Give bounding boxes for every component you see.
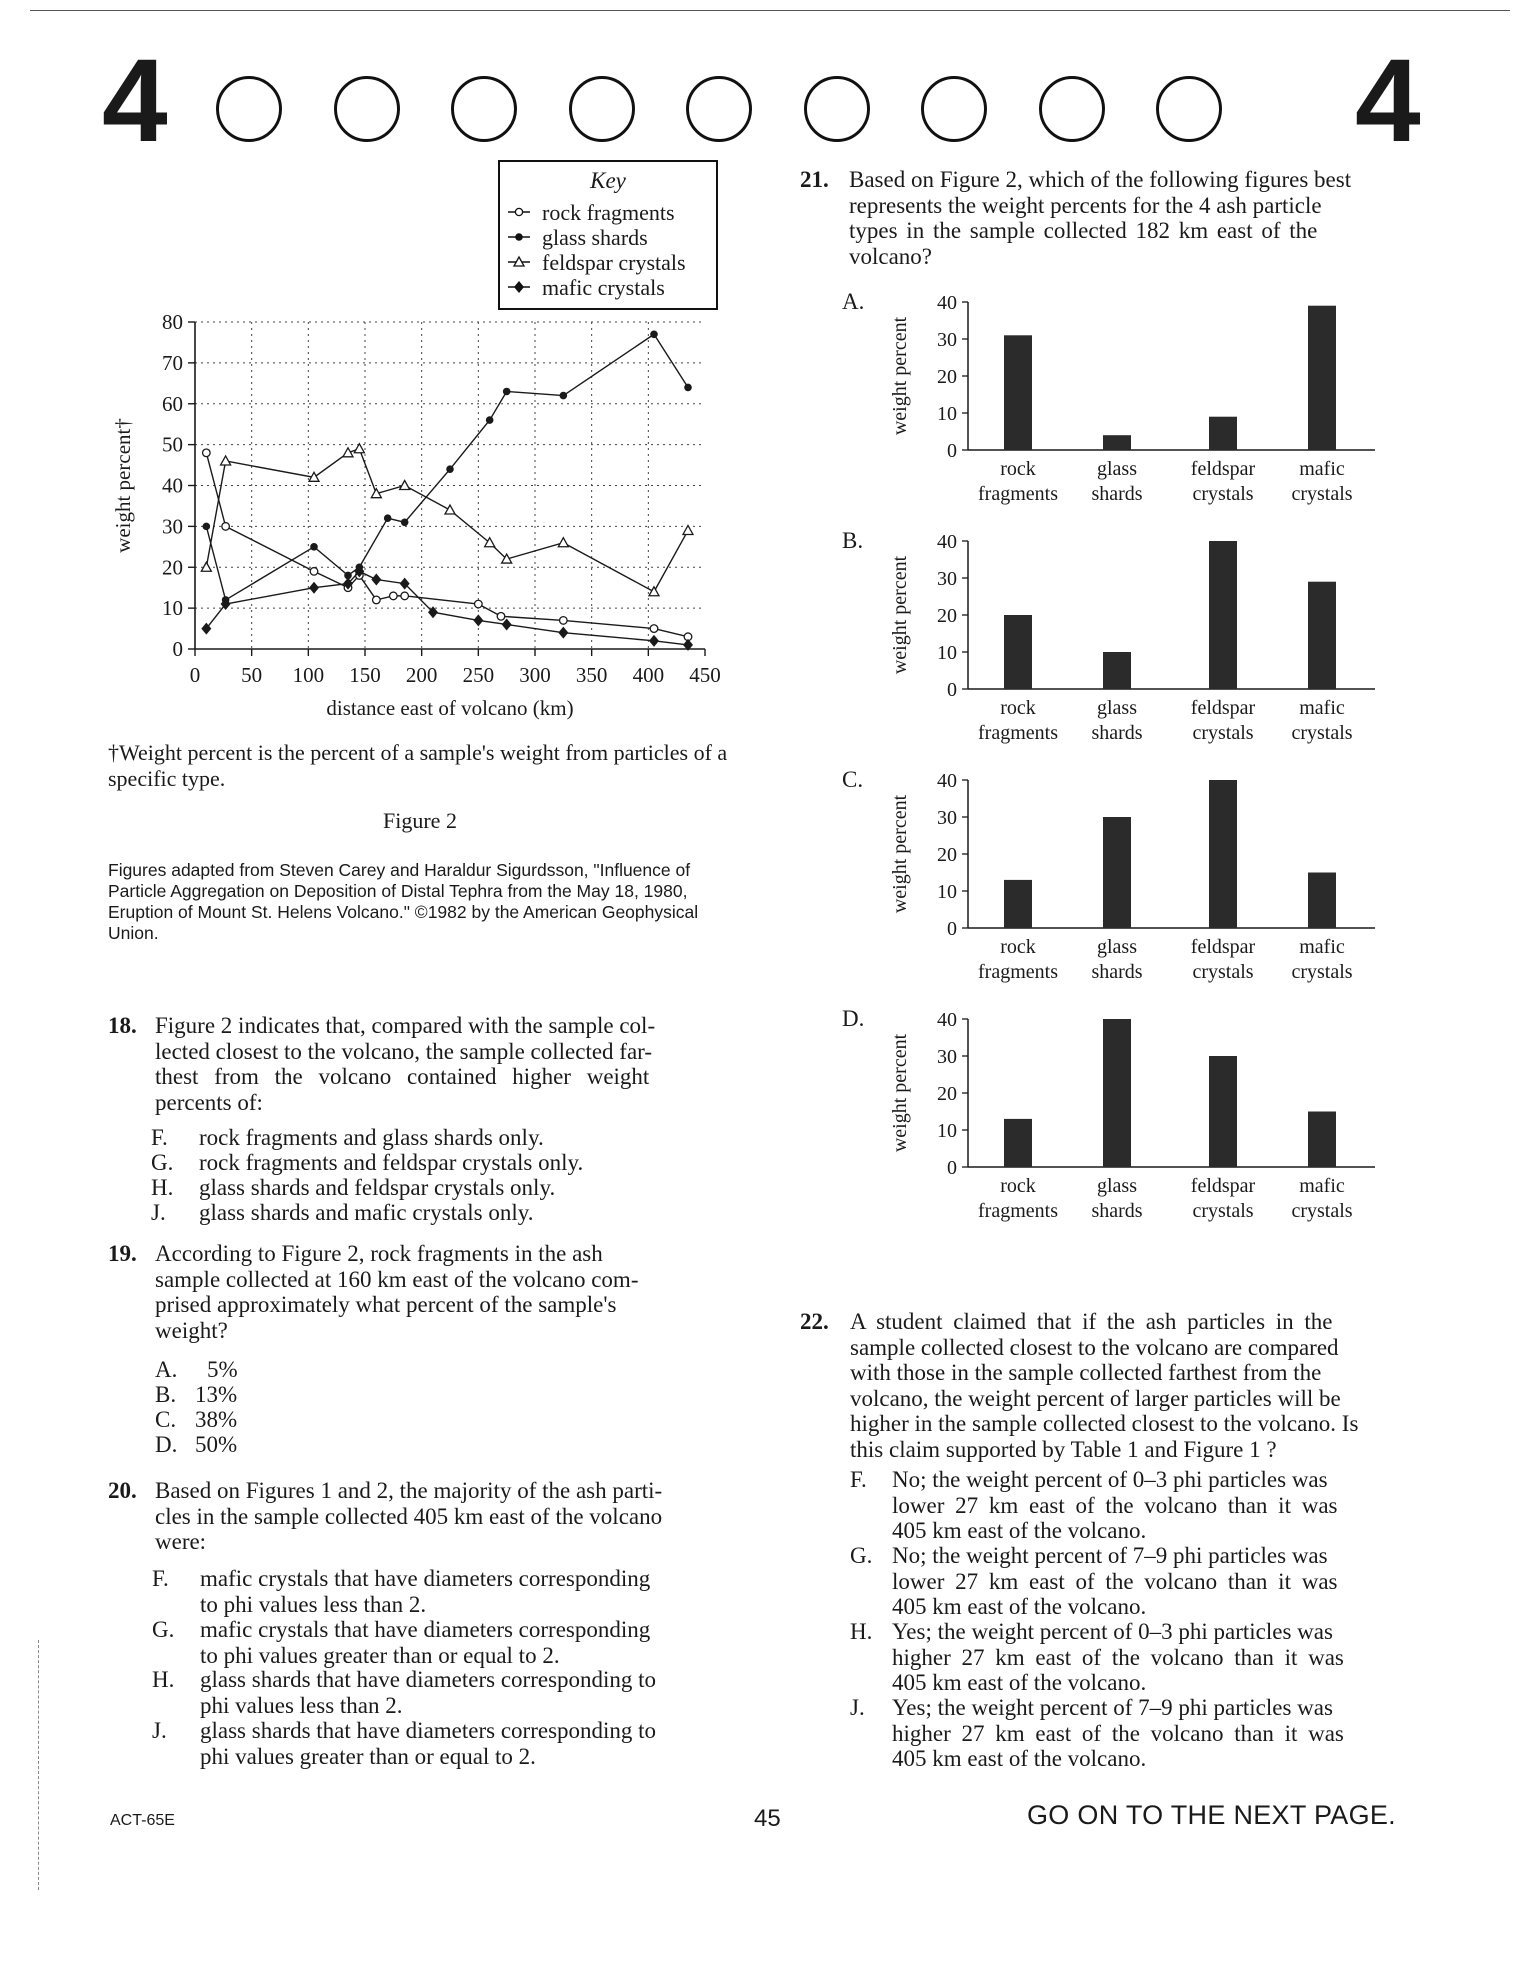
answer-option-f[interactable] [152,1566,712,1618]
option-line: Yes; the weight percent of 7–9 phi particles was [892,1695,1333,1720]
option-letter: H. [850,1619,873,1644]
mafic-crystals-point [502,618,512,630]
x-tick-label: 150 [349,663,381,687]
bar [1209,541,1237,689]
legend-marker-rock [508,208,530,215]
answer-option-f[interactable] [850,1467,1440,1544]
question-stem [850,1309,1358,1462]
y-tick-label: 0 [172,637,183,661]
x-tick-label: 250 [462,663,495,687]
option-letter: F. [152,1566,169,1591]
category-label: glass [1097,936,1137,958]
rock-fragments-point [401,592,409,600]
option-line: to phi values less than 2. [200,1591,427,1617]
option-text: rock fragments and feldspar crystals only. [199,1150,584,1175]
feldspar-crystals-point [558,538,568,547]
legend-item-mafic: mafic crystals [542,275,665,300]
stem-line: types in the sample collected 182 km east of the [849,218,1318,243]
question-number: 19. [108,1241,137,1266]
option-b-bar-chart [840,524,1380,754]
option-a-bar-chart [840,285,1380,515]
x-tick-label: 300 [519,663,551,687]
question-stem [155,1013,655,1115]
category-label: rock [1000,697,1036,719]
category-label: crystals [1192,483,1254,505]
category-label: crystals [1192,961,1254,983]
y-tick-label: 0 [947,918,957,940]
option-line: lower 27 km east of the volcano than it was [892,1568,1338,1594]
option-line: lower 27 km east of the volcano than it was [892,1492,1338,1518]
y-tick-label: 30 [162,514,183,539]
option-text [200,1617,650,1668]
option-text [892,1695,1344,1772]
option-line: glass shards that have diameters corresponding to [200,1667,657,1692]
category-label: rock [1000,458,1036,480]
category-label: crystals [1291,1200,1353,1222]
option-line: phi values less than 2. [200,1692,403,1718]
feldspar-crystals-point [354,444,364,453]
stem-line: were: [155,1529,207,1554]
option-letter: D. [155,1432,178,1457]
y-tick-label: 10 [937,403,957,425]
bar [1103,817,1131,928]
option-text [200,1718,656,1769]
y-tick-label: 40 [937,1009,957,1031]
y-tick-label: 30 [937,807,957,829]
stem-line: Figure 2 indicates that, compared with the sample col- [155,1013,656,1038]
question-number: 21. [800,167,829,192]
mafic-crystals-point [558,627,568,639]
figure-caption: Figure 2 [383,808,457,833]
x-axis-label: distance east of volcano (km) [326,696,574,720]
category-label: shards [1091,1200,1143,1222]
answer-option-c[interactable] [155,1407,355,1433]
stem-line: higher in the sample collected closest to the volcano. Is [850,1411,1359,1436]
bottom-left-margin-mark [38,1640,39,1890]
question-20 [108,1478,748,1778]
option-text [892,1467,1337,1544]
option-text: 38% [195,1407,238,1432]
option-line: No; the weight percent of 7–9 phi particles was [892,1543,1328,1568]
answer-option-g[interactable] [151,1150,671,1176]
bar [1103,1019,1131,1167]
section-number-left: 4 [102,35,168,167]
stem-line: Based on Figure 2, which of the following figures best [849,167,1352,192]
option-line: 405 km east of the volcano. [892,1746,1147,1771]
y-tick-label: 40 [937,531,957,553]
category-label: glass [1097,697,1137,719]
y-tick-label: 0 [947,1157,957,1179]
question-18 [108,1013,748,1223]
bar [1308,582,1336,689]
y-tick-label: 70 [162,350,183,375]
mafic-crystals-point [371,574,381,586]
rock-fragments-point [390,592,398,600]
x-tick-label: 350 [575,663,608,687]
option-letter: B. [842,528,864,553]
stem-line: with those in the sample collected farthest from the [850,1360,1322,1385]
series-line [206,453,688,637]
option-line: Yes; the weight percent of 0–3 phi particles was [892,1619,1333,1644]
bar [1308,1112,1336,1168]
bar [1004,615,1032,689]
answer-option-f[interactable] [151,1125,671,1151]
answer-bubble [686,76,752,142]
section-number-right: 4 [1355,35,1421,167]
category-label: rock [1000,936,1036,958]
option-letter: C. [842,767,864,792]
legend-marker-mafic [508,281,530,293]
category-label: fragments [978,1200,1058,1222]
rock-fragments-point [310,568,318,576]
y-tick-label: 10 [937,881,957,903]
y-tick-label: 40 [937,770,957,792]
legend-item-glass: glass shards [542,225,648,250]
mafic-crystals-point [649,635,659,647]
stem-line: prised approximately what percent of the sample's [155,1292,617,1317]
stem-line: volcano, the weight percent of larger particles will be [850,1385,1341,1411]
option-c-bar-chart [840,763,1380,993]
figure-source: Figures adapted from Steven Carey and Haraldur Sigurdsson, "Influence of Particle Aggregation on Deposition of Distal Tephra from the May 18, 1980, Eruption of Mount St. Helens Volcano." ©1982 by the American Geophysical Union. [108,860,699,943]
bar [1308,306,1336,450]
category-label: fragments [978,722,1058,744]
stem-line: represents the weight percents for the 4 ash particle [849,192,1322,218]
legend-item-feldspar: feldspar crystals [542,250,686,275]
question-stem [849,167,1351,269]
answer-option-h[interactable] [850,1619,1440,1696]
answer-option-j[interactable] [850,1695,1440,1772]
y-tick-label: 40 [162,473,183,498]
stem-line: Based on Figures 1 and 2, the majority of the ash parti- [155,1478,663,1503]
category-label: mafic [1299,936,1345,958]
answer-option-b[interactable] [840,524,1380,754]
stem-line: weight? [155,1317,228,1343]
option-line: mafic crystals that have diameters corresponding [200,1617,651,1642]
category-label: shards [1091,483,1143,505]
bar [1004,335,1032,450]
glass-shards-point [401,518,409,526]
stem-line: sample collected closest to the volcano are compared [850,1334,1339,1360]
form-code: ACT-65E [110,1812,175,1829]
option-text: 13% [195,1382,238,1407]
y-tick-label: 20 [162,555,183,580]
option-letter: D. [842,1006,865,1031]
y-tick-label: 30 [937,329,957,351]
option-letter: A. [155,1357,178,1382]
option-text: glass shards and mafic crystals only. [199,1200,534,1225]
stem-line: cles in the sample collected 405 km east of the volcano [155,1503,663,1529]
answer-bubble [1156,76,1222,142]
answer-bubble [1039,76,1105,142]
answer-option-c[interactable] [840,763,1380,993]
glass-shards-point [503,388,511,396]
bar [1004,1119,1032,1167]
answer-bubble [334,76,400,142]
option-letter: F. [151,1125,168,1150]
rock-fragments-point [373,596,381,604]
y-tick-label: 20 [937,1083,957,1105]
answer-option-g[interactable] [152,1617,712,1669]
category-label: crystals [1291,483,1353,505]
option-line: 405 km east of the volcano. [892,1518,1147,1543]
option-line: mafic crystals that have diameters corresponding [200,1566,651,1591]
stem-line: this claim supported by Table 1 and Figure 1 ? [850,1436,1277,1462]
answer-option-d[interactable] [155,1432,355,1458]
answer-option-g[interactable] [850,1543,1440,1620]
glass-shards-point [560,392,568,400]
bar [1308,873,1336,929]
glass-shards-point [446,465,454,473]
bar [1209,417,1237,450]
feldspar-crystals-point [445,505,455,514]
category-label: glass [1097,1175,1137,1197]
answer-option-b[interactable] [155,1382,355,1408]
y-axis-label: weight percent† [111,418,135,553]
answer-bubble [451,76,517,142]
y-tick-label: 10 [162,596,183,621]
rock-fragments-point [650,625,658,633]
mafic-crystals-point [309,582,319,594]
glass-shards-point [650,330,658,338]
option-text [200,1566,650,1617]
legend-title: Key [590,168,626,193]
y-tick-label: 50 [162,432,183,457]
y-tick-label: 30 [937,568,957,590]
category-label: feldspar [1190,458,1256,480]
option-text: rock fragments and glass shards only. [199,1125,544,1150]
option-line: No; the weight percent of 0–3 phi particles was [892,1467,1328,1492]
option-letter: B. [155,1382,177,1407]
category-label: crystals [1192,1200,1254,1222]
answer-option-j[interactable] [151,1200,671,1226]
glass-shards-point [684,384,692,392]
category-label: mafic [1299,1175,1345,1197]
category-label: feldspar [1190,936,1256,958]
option-text [892,1619,1344,1696]
question-number: 22. [800,1309,829,1334]
option-line: higher 27 km east of the volcano than it was [892,1720,1344,1746]
category-label: rock [1000,1175,1036,1197]
question-number: 18. [108,1013,137,1038]
option-letter: G. [152,1617,175,1642]
x-tick-label: 0 [189,663,201,687]
answer-option-j[interactable] [152,1718,712,1770]
feldspar-crystals-point [343,448,353,457]
rock-fragments-point [222,523,230,531]
answer-option-d[interactable] [840,1002,1380,1232]
category-label: mafic [1299,458,1345,480]
option-text: 50% [195,1432,238,1457]
y-tick-label: 60 [162,391,183,416]
option-text: glass shards and feldspar crystals only. [199,1175,556,1200]
glass-shards-point [384,514,392,522]
x-tick-label: 50 [241,663,263,687]
x-tick-label: 100 [292,663,325,687]
option-letter: F. [850,1467,867,1492]
option-text: 5% [207,1357,238,1382]
y-tick-label: 30 [937,1046,957,1068]
rock-fragments-point [560,617,568,625]
rock-fragments-point [475,600,483,608]
question-number: 20. [108,1478,137,1503]
y-tick-label: 20 [937,605,957,627]
legend-marker-glass [508,233,530,241]
option-text [200,1667,656,1718]
glass-shards-point [310,543,318,551]
mafic-crystals-point [473,614,483,626]
category-label: shards [1091,961,1143,983]
legend-marker-feldspar [508,257,530,266]
stem-line: thest from the volcano contained higher weight [155,1064,650,1089]
next-page-notice: GO ON TO THE NEXT PAGE. [1027,1800,1396,1830]
category-label: fragments [978,483,1058,505]
y-tick-label: 40 [937,292,957,314]
category-label: feldspar [1190,697,1256,719]
bar [1103,652,1131,689]
stem-line: percents of: [155,1089,263,1115]
option-line: phi values greater than or equal to 2. [200,1743,536,1769]
stem-line: A student claimed that if the ash particles in the [850,1309,1333,1334]
x-tick-label: 450 [689,663,721,687]
question-stem [155,1241,638,1343]
category-label: crystals [1291,722,1353,744]
stem-line: lected closest to the volcano, the sample collected far- [155,1038,653,1064]
y-tick-label: 0 [947,440,957,462]
option-line: 405 km east of the volcano. [892,1670,1147,1695]
y-tick-label: 10 [937,642,957,664]
category-label: shards [1091,722,1143,744]
option-letter: C. [155,1407,177,1432]
option-line: glass shards that have diameters corresponding to [200,1718,657,1743]
y-axis-label: weight percent [889,555,911,675]
option-letter: G. [151,1150,174,1175]
glass-shards-point [203,523,211,531]
option-text [892,1543,1337,1620]
question-22 [800,1309,1440,1779]
y-tick-label: 80 [162,310,183,334]
option-letter: J. [151,1200,166,1225]
category-label: crystals [1192,722,1254,744]
option-line: higher 27 km east of the volcano than it was [892,1644,1344,1670]
category-label: fragments [978,961,1058,983]
feldspar-crystals-point [683,525,693,534]
stem-line: volcano? [849,243,933,269]
question-stem [155,1478,662,1555]
feldspar-crystals-point [221,456,231,465]
y-tick-label: 0 [947,679,957,701]
category-label: glass [1097,458,1137,480]
answer-option-a[interactable] [155,1357,355,1383]
y-tick-label: 20 [937,366,957,388]
question-19 [108,1241,748,1461]
category-label: mafic [1299,697,1345,719]
option-line: 405 km east of the volcano. [892,1594,1147,1619]
y-tick-label: 10 [937,1120,957,1142]
top-rule [30,10,1510,11]
answer-bubble [216,76,282,142]
y-axis-label: weight percent [889,1033,911,1153]
answer-option-a[interactable] [840,285,1380,515]
bar [1209,780,1237,928]
feldspar-crystals-point [649,587,659,596]
figure-2-chart [100,310,740,730]
y-tick-label: 20 [937,844,957,866]
x-tick-label: 400 [632,663,665,687]
answer-bubble [569,76,635,142]
question-21 [800,167,1440,271]
legend-item-rock: rock fragments [542,200,675,225]
x-tick-label: 200 [405,663,438,687]
answer-option-h[interactable] [152,1667,712,1719]
feldspar-crystals-point [400,481,410,490]
bar [1004,880,1032,928]
y-axis-label: weight percent [889,316,911,436]
stem-line: According to Figure 2, rock fragments in the ash [155,1241,603,1266]
option-letter: H. [151,1175,174,1200]
rock-fragments-point [497,613,505,621]
rock-fragments-point [203,449,211,457]
option-d-bar-chart [840,1002,1380,1232]
answer-option-h[interactable] [151,1175,671,1201]
figure-footnote: †Weight percent is the percent of a sample's weight from particles of a specific type. [108,740,728,791]
option-letter: A. [842,289,865,314]
bar [1103,435,1131,450]
stem-line: sample collected at 160 km east of the volcano com- [155,1266,639,1292]
chart-legend [498,160,718,310]
option-letter: G. [850,1543,873,1568]
y-axis-label: weight percent [889,794,911,914]
option-letter: J. [152,1718,167,1743]
answer-bubble [804,76,870,142]
answer-bubble [921,76,987,142]
option-letter: H. [152,1667,175,1692]
page-number: 45 [754,1805,781,1832]
option-line: to phi values greater than or equal to 2. [200,1642,560,1668]
category-label: crystals [1291,961,1353,983]
option-letter: J. [850,1695,865,1720]
glass-shards-point [486,416,494,424]
bar [1209,1056,1237,1167]
category-label: feldspar [1190,1175,1256,1197]
